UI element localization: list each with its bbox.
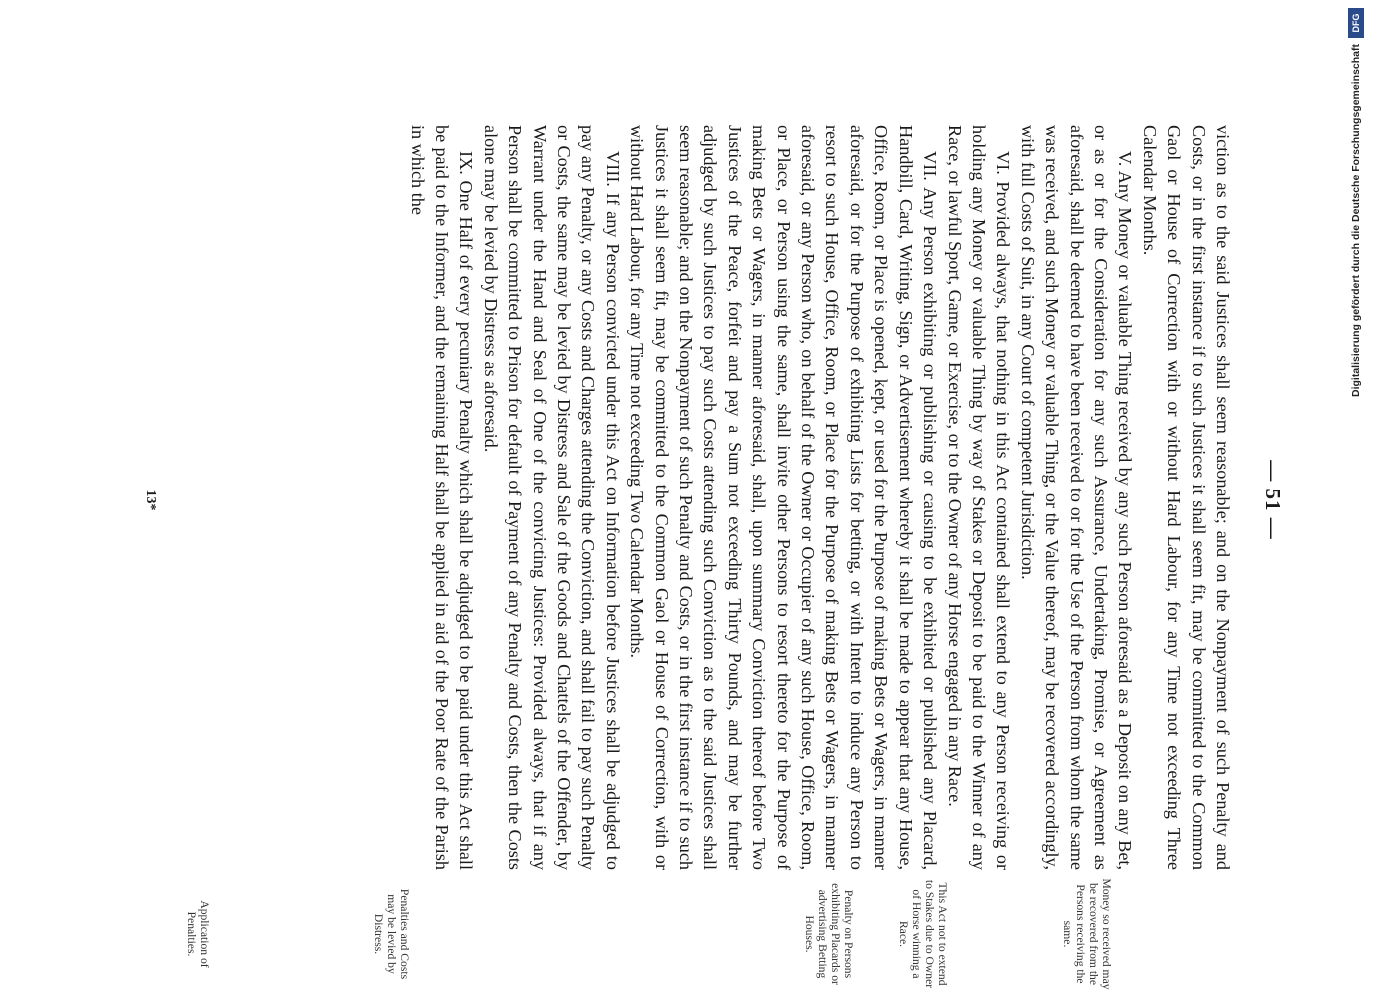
digitization-credit	[1344, 0, 1368, 1000]
margin-note-application: Application of Penalties.	[185, 900, 211, 968]
section-vii: VII. Any Person exhibiting or publishing or causing to be exhibited or published any Placard, Handbill, Card, Writing, Sign, or Advertisement whereby it shall be made to appear that any House, Office, Room, or Place is opened, kept, or used for the Purpose of making Bets or Wagers, in manner aforesaid, or for the Purpose of exhibiting Lists for betting, or with Intent to induce any Person to resort to such House, Office, Room, or Place for the Purpose of making Bets or Wagers, in manner aforesaid, or any Person who, on behalf of the Owner or Occupier of any such House, Office, Room, or Place, or Person using the same, shall invite other Persons to resort thereto for the Purpose of making Bets or Wagers, in manner aforesaid, shall, upon summary Conviction thereof before Two Justices of the Peace, forfeit and pay a Sum not exceeding Thirty Pounds, and may be further adjudged by such Justices to pay such Costs attending such Conviction as to the said Justices shall seem reasonable; and on the Nonpayment of such Penalty and Costs, or in the first instance if to such Justices it shall seem fit, may be committed to the Common Gaol or House of Correction, with or without Hard Labour, for any Time not exceeding Two Calendar Months.	[627, 125, 941, 870]
margin-note-money-recovered: Money so received may be recovered from the Persons receiving the same.	[1061, 878, 1113, 990]
margin-note-distress: Penalties and Costs may be levied by Distress.	[372, 888, 411, 980]
credit-text: Digitalisierung gefördert durch die Deutsche Forschungsgemeinschaft	[1350, 44, 1362, 397]
section-ix: IX. One Half of every pecuniary Penalty which shall be adjudged to be paid under this Act shall be paid to the Informer, and the remaining Half shall be applied in aid of the Poor Rate of the Parish in which the	[407, 125, 477, 870]
section-viii: VIII. If any Person convicted under this Act on Information before Justices shall be adjudged to pay any Penalty, or any Costs and Charges attending the Conviction, and shall fail to pay such Penalty or Costs, the same may be levied by Distress and Sale of the Goods and Chattels of the Offender, by Warrant under the Hand and Seal of One of the convicting Justices: Provided always, that if any Person shall be committed to Prison for default of Payment of any Penalty and Costs, then the Costs alone may be levied by Distress as aforesaid.	[480, 125, 623, 870]
page-number: — 51 —	[1261, 460, 1285, 540]
body-text	[405, 125, 1235, 870]
section-v: V. Any Money or valuable Thing received by any such Person aforesaid as a Deposit on any Bet, or as or for the Consideration for any such Assurance, Undertaking, Promise, or Agreement as aforesaid, shall be deemed to have been received to or for the Use of the Person from whom the same was received, and such Money or valuable Thing, or the Value thereof, may be recovered accordingly, with full Costs of Suit, in any Court of competent Jurisdiction.	[1017, 125, 1136, 870]
margin-note-placards: Penalty on Persons exhibiting Placards or advertising Betting Houses.	[803, 883, 855, 985]
signature-mark: 13*	[143, 489, 158, 511]
section-vi: VI. Provided always, that nothing in this Act contained shall extend to any Person receiving or holding any Money or valuable Thing by way of Stakes or Deposit to be paid to the Winner of any Race, or lawful Sport, Game, or Exercise, or to the Owner of any Horse engaged in any Race.	[944, 125, 1014, 870]
paragraph-continuation: viction as to the said Justices shall seem reasonable; and on the Nonpayment of such Penalty and Costs, or in the first instance if to such Justices it shall seem fit, may be committed to the Common Gaol or House of Correction with or without Hard Labour, for any Time not exceeding Three Calendar Months.	[1139, 125, 1233, 870]
margin-note-stakes: This Act not to extend to Stakes due to Owner of Horse winning a Race.	[897, 879, 949, 989]
dfg-logo: DFG	[1348, 8, 1364, 38]
